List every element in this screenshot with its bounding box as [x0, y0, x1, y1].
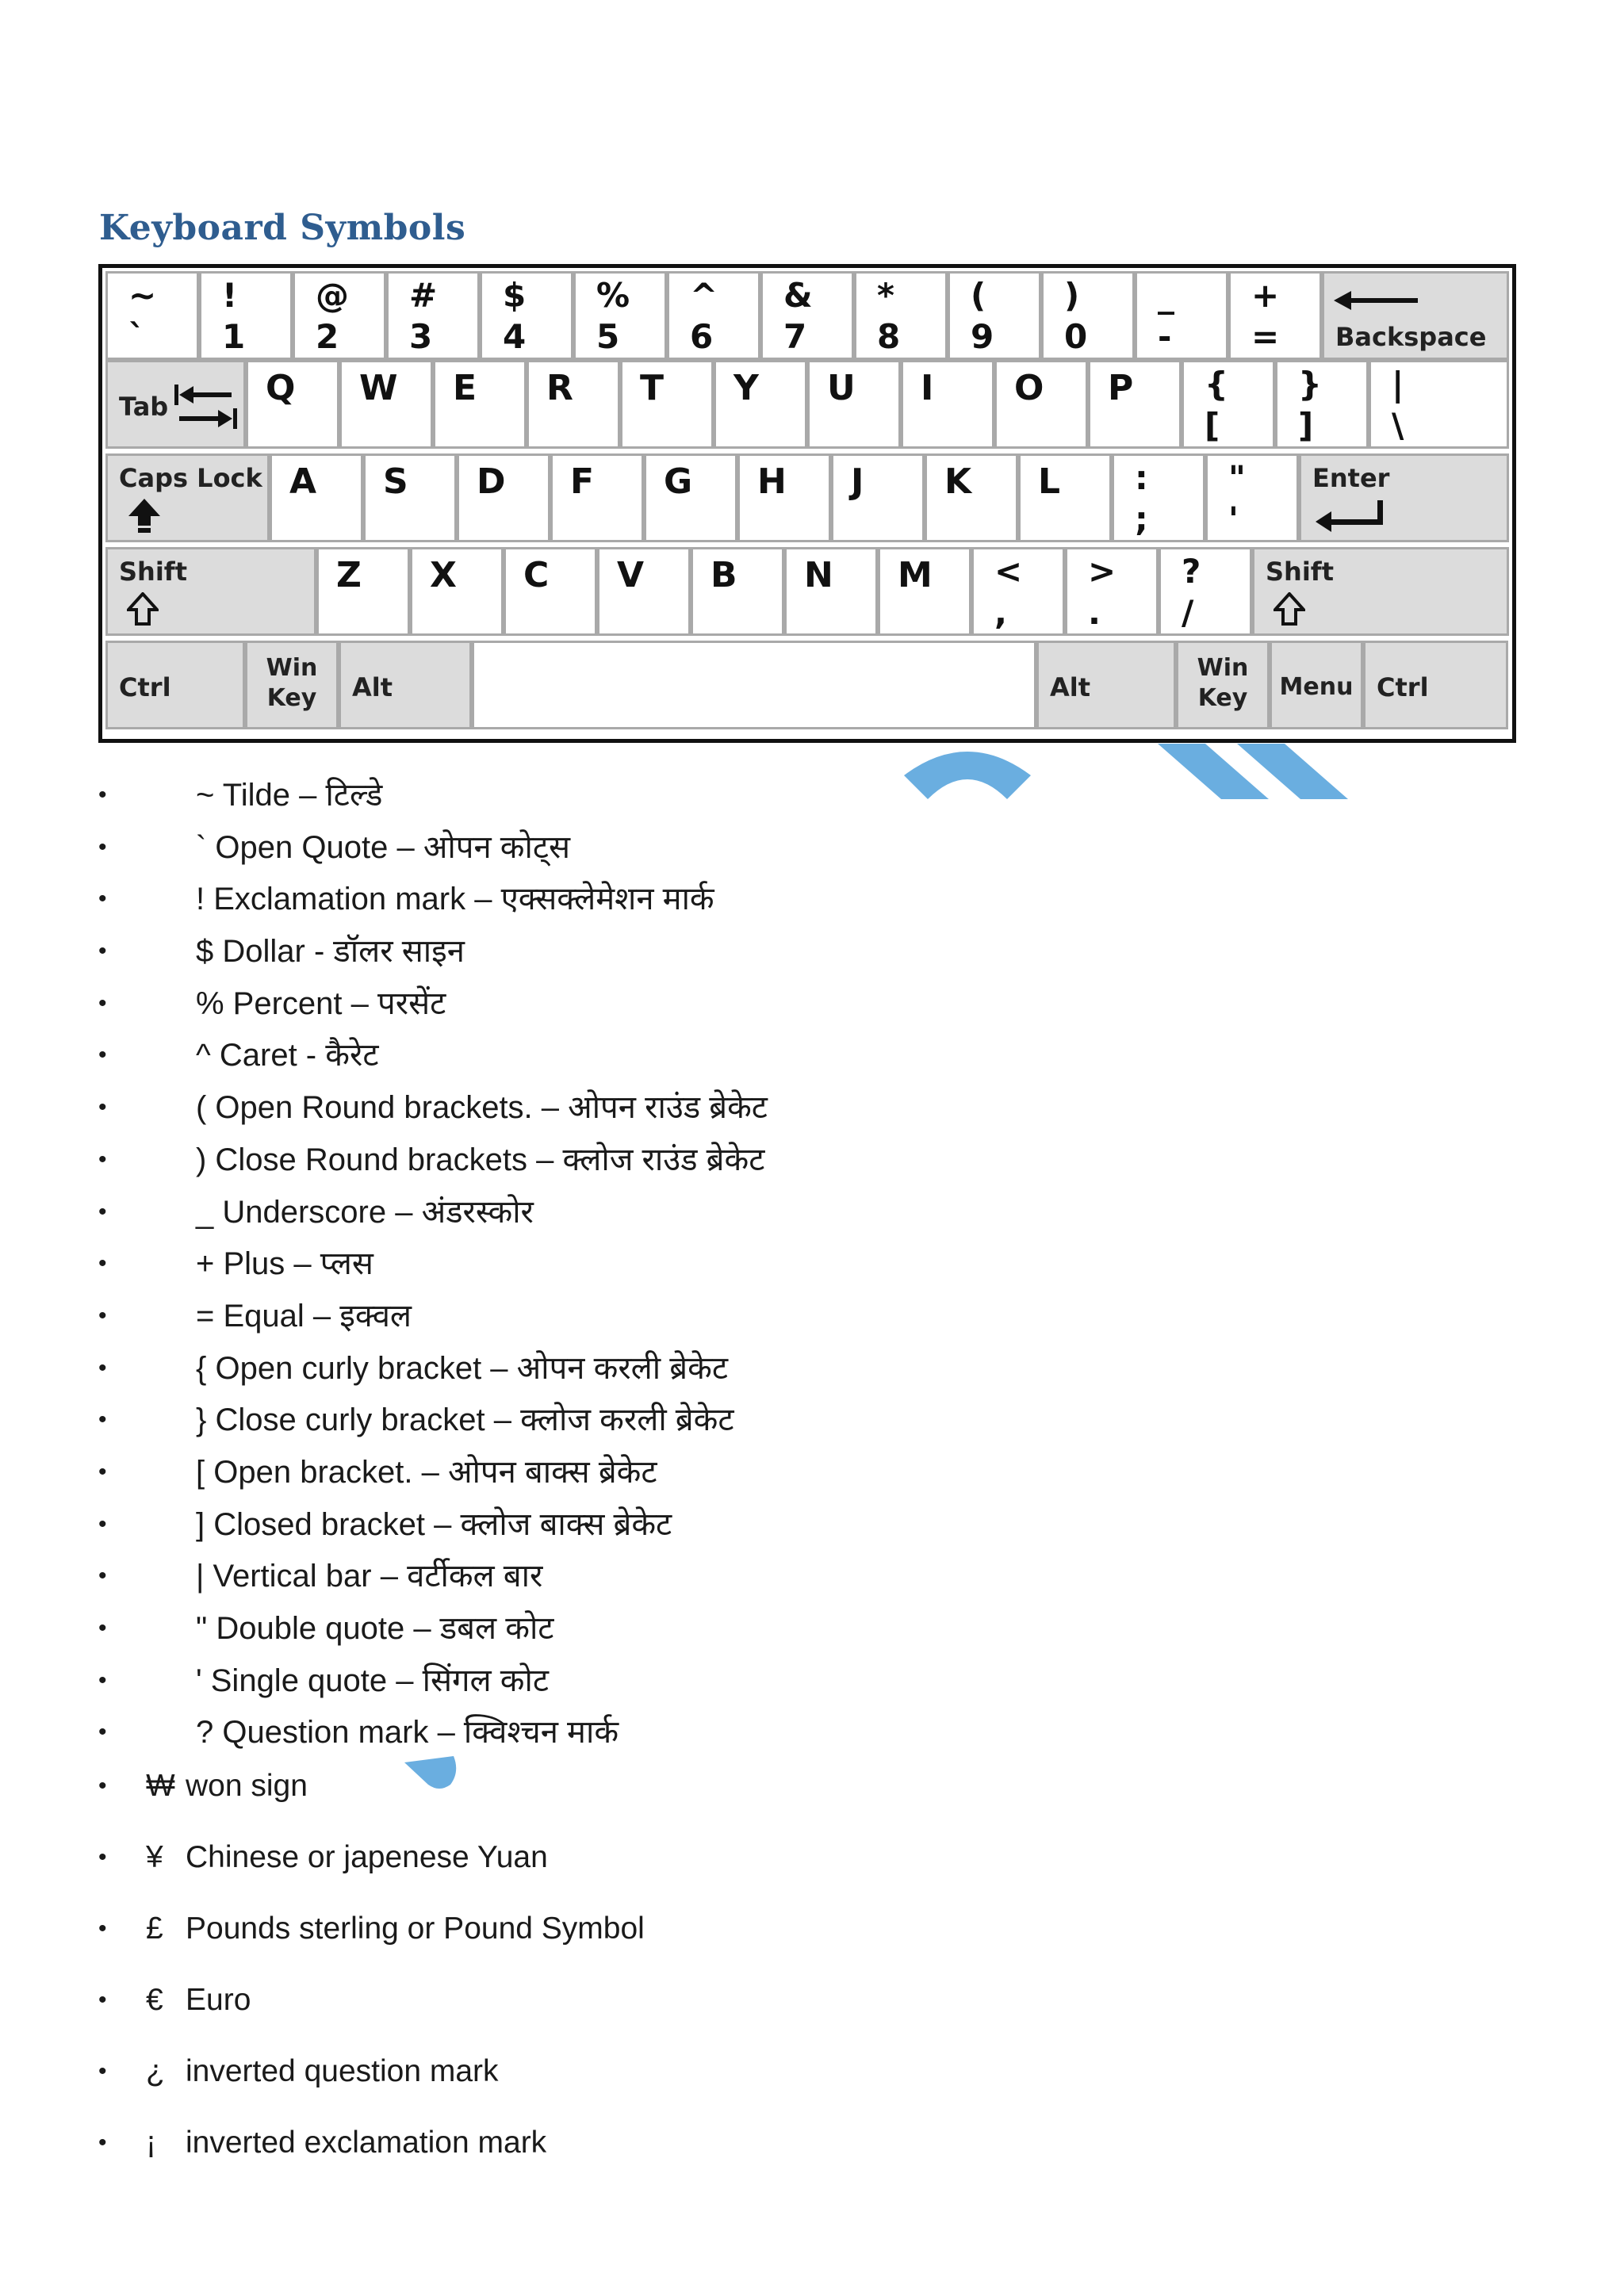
tab-arrows-icon [174, 381, 238, 432]
key-5: % 5 [573, 271, 667, 360]
key-open-bracket: { [ [1182, 360, 1275, 449]
keyboard-row-home [105, 453, 1509, 542]
key-shift-right: Shift [1252, 547, 1509, 636]
key-e: E [433, 360, 527, 449]
keyboard-row-qwerty [105, 360, 1509, 449]
key-f: F [550, 453, 644, 542]
backspace-arrow-icon [1334, 291, 1421, 310]
key-n: N [784, 547, 878, 636]
key-4: $ 4 [480, 271, 573, 360]
key-7: & 7 [760, 271, 854, 360]
key-3: # 3 [386, 271, 480, 360]
key-alt-left: Alt [339, 641, 472, 729]
key-h: H [737, 453, 831, 542]
keyboard-row-bottom-letters [105, 547, 1509, 636]
key-y: Y [714, 360, 807, 449]
key-minus: _ - [1135, 271, 1228, 360]
key-8: * 8 [854, 271, 948, 360]
key-q: Q [246, 360, 339, 449]
keyboard-row-numbers [105, 271, 1509, 360]
key-v: V [597, 547, 691, 636]
key-p: P [1088, 360, 1182, 449]
key-t: T [620, 360, 714, 449]
key-r: R [527, 360, 620, 449]
key-2: @ 2 [293, 271, 386, 360]
key-tab: Tab [105, 360, 246, 449]
key-1: ! 1 [199, 271, 293, 360]
key-caps-lock: Caps Lock [105, 453, 270, 542]
key-shift-left: Shift [105, 547, 316, 636]
key-z: Z [316, 547, 410, 636]
watermark-fragment [404, 1756, 460, 1792]
page-title: Keyboard Symbols [99, 208, 466, 248]
key-l: L [1018, 453, 1112, 542]
key-d: D [457, 453, 550, 542]
key-6: ^ 6 [667, 271, 760, 360]
enter-arrow-icon [1316, 500, 1387, 532]
key-slash: ? / [1159, 547, 1252, 636]
key-enter: Enter [1299, 453, 1509, 542]
key-s: S [363, 453, 457, 542]
key-g: G [644, 453, 737, 542]
key-quote: " ' [1205, 453, 1299, 542]
key-backspace: Backspace [1322, 271, 1509, 360]
key-ctrl-left: Ctrl [105, 641, 245, 729]
key-period: > . [1065, 547, 1159, 636]
key-menu: Menu [1270, 641, 1363, 729]
key-k: K [925, 453, 1018, 542]
key-ctrl-right: Ctrl [1363, 641, 1508, 729]
key-a: A [270, 453, 363, 542]
key-win-right: Win Key [1176, 641, 1270, 729]
key-c: C [504, 547, 597, 636]
key-u: U [807, 360, 901, 449]
keyboard-image [98, 264, 1516, 743]
key-comma: < , [971, 547, 1065, 636]
key-space [472, 641, 1036, 729]
caps-lock-arrow-icon [128, 499, 160, 534]
key-m: M [878, 547, 971, 636]
key-j: J [831, 453, 925, 542]
shift-left-arrow-icon [127, 592, 159, 626]
key-w: W [339, 360, 433, 449]
key-equal: + = [1228, 271, 1322, 360]
key-alt-right: Alt [1036, 641, 1176, 729]
key-close-bracket: } ] [1275, 360, 1369, 449]
key-o: O [994, 360, 1088, 449]
key-semicolon: : ; [1112, 453, 1205, 542]
key-x: X [410, 547, 504, 636]
key-i: I [901, 360, 994, 449]
keyboard-row-modifiers [105, 641, 1508, 729]
key-b: B [691, 547, 784, 636]
key-backslash: | \ [1369, 360, 1509, 449]
watermark-graphic [872, 744, 1427, 799]
shift-right-arrow-icon [1274, 592, 1305, 626]
key-tilde: ~ ` [105, 271, 199, 360]
key-0: ) 0 [1041, 271, 1135, 360]
key-9: ( 9 [948, 271, 1041, 360]
key-win-left: Win Key [245, 641, 339, 729]
